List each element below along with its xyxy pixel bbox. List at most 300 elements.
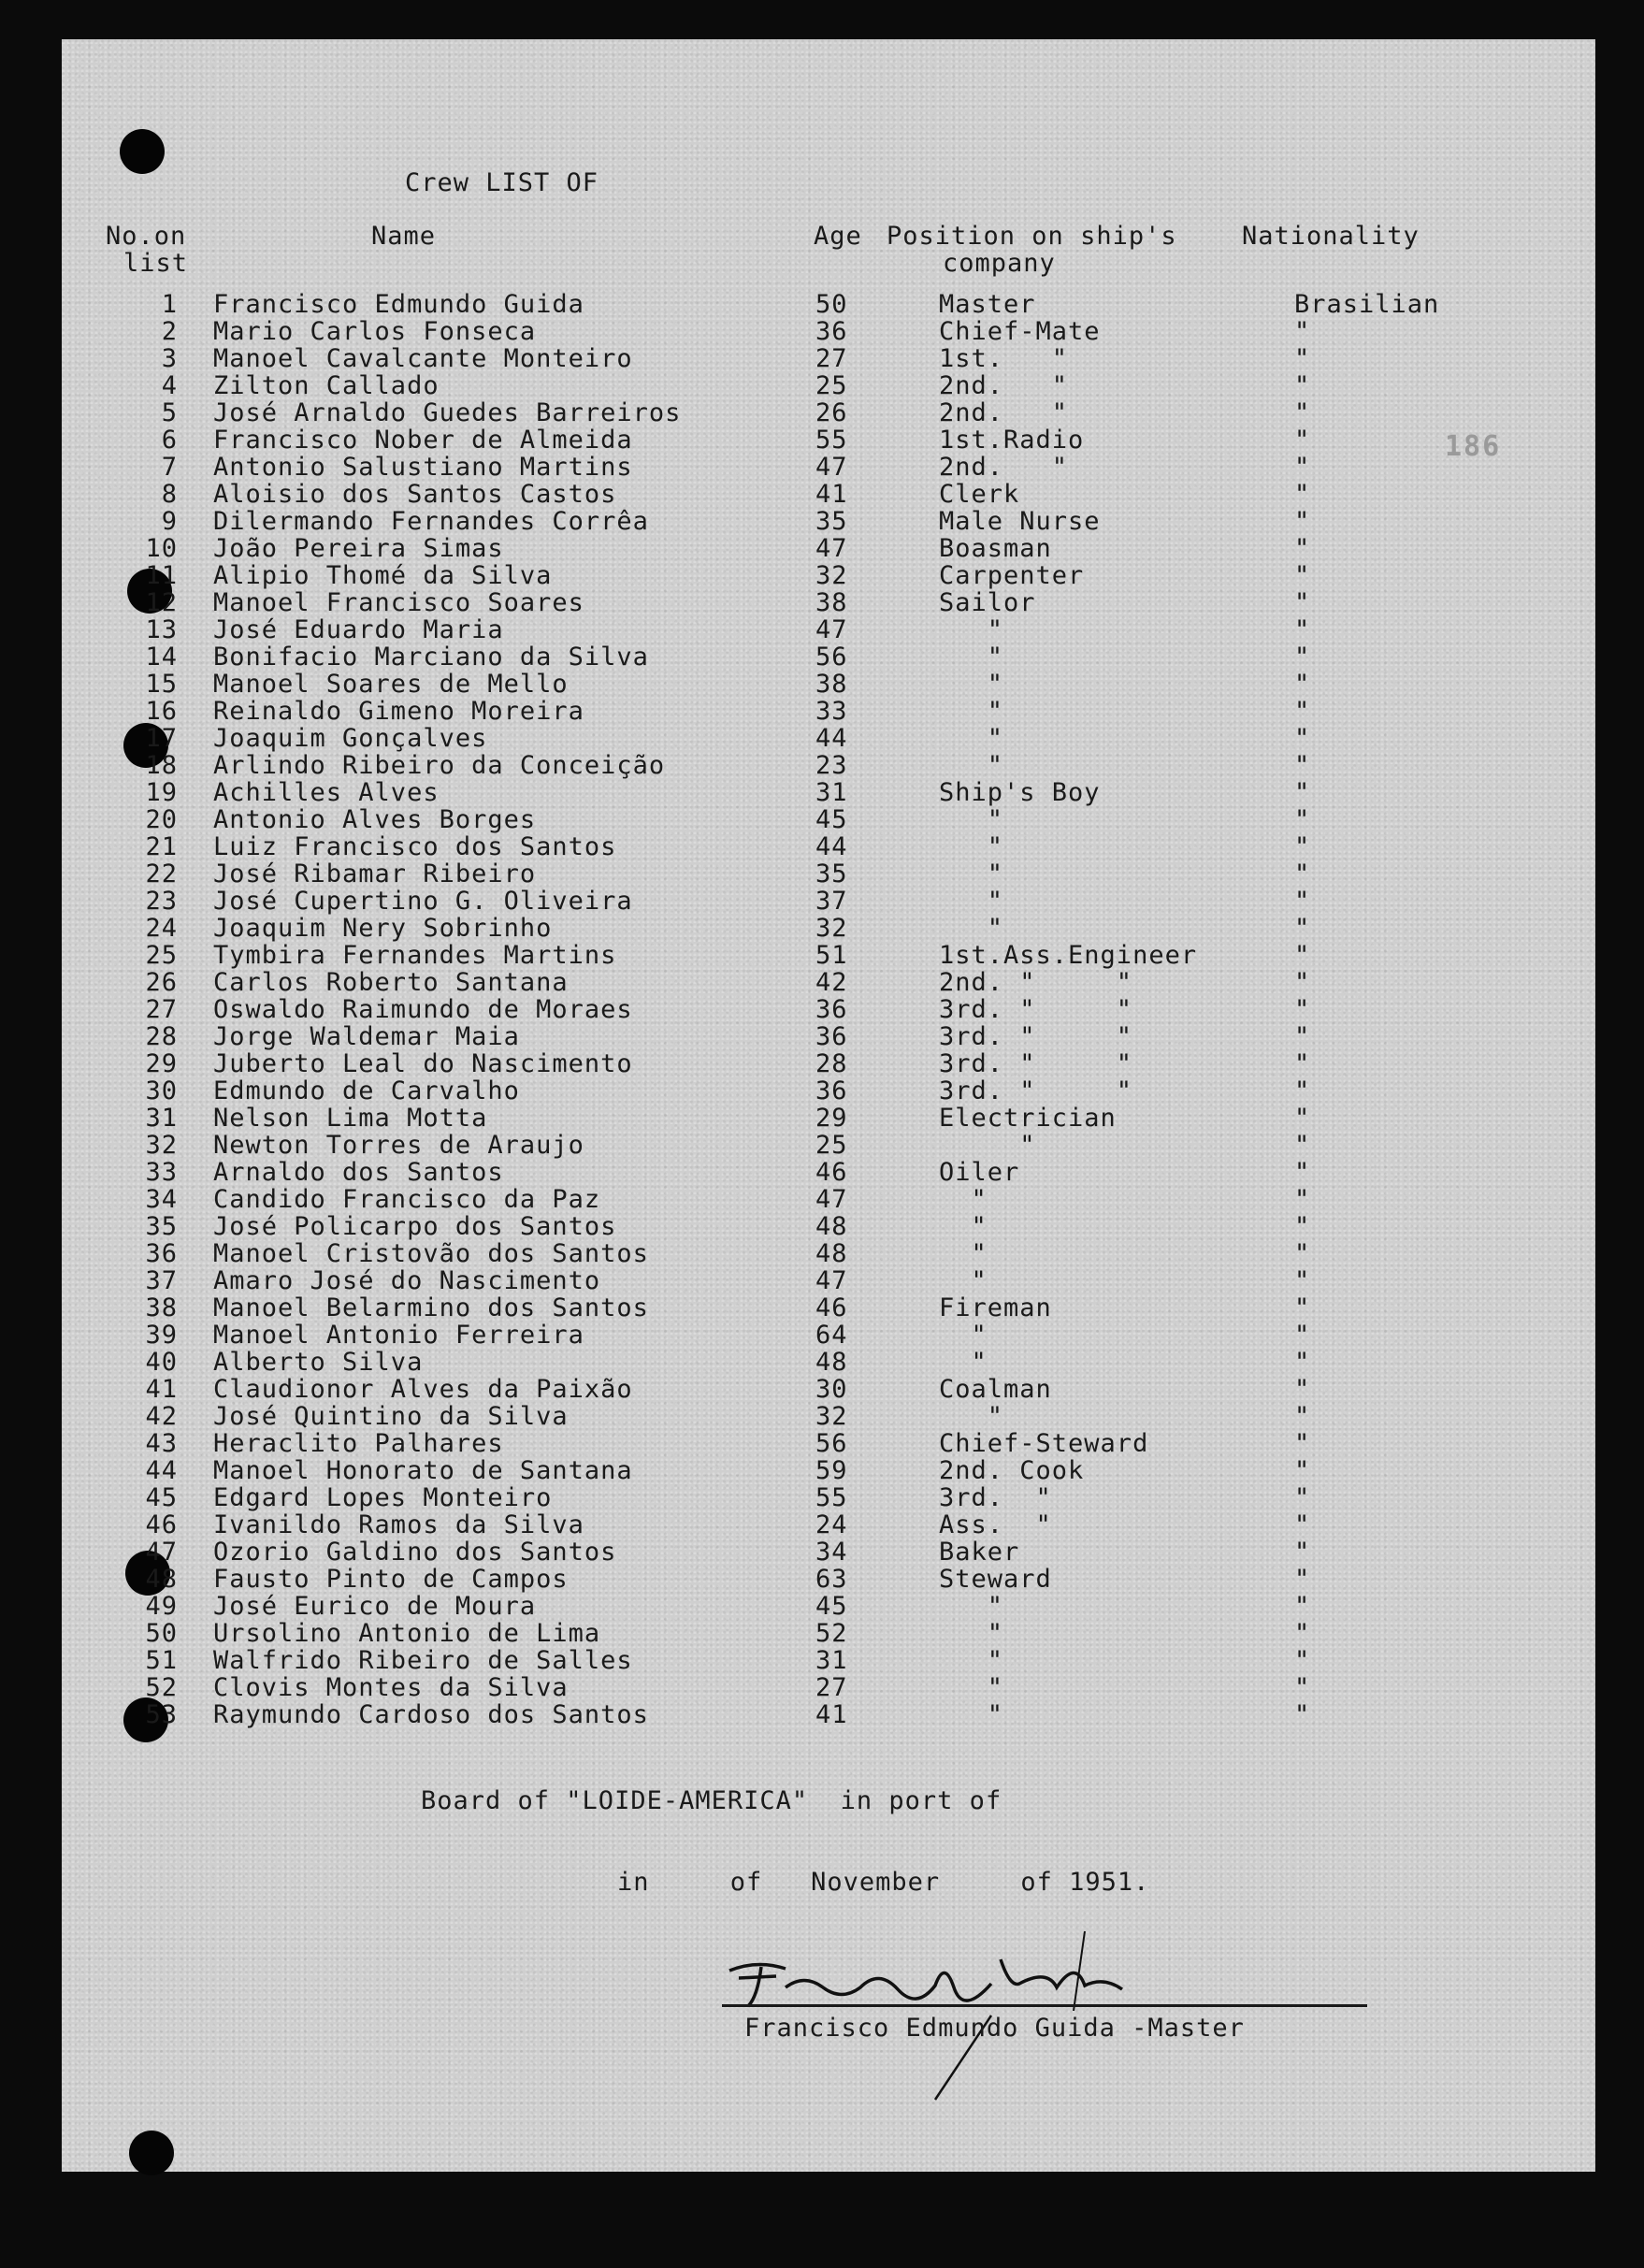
crew-number: 6 <box>161 426 178 455</box>
crew-age: 27 <box>815 344 848 373</box>
crew-age: 26 <box>815 398 848 427</box>
crew-position: 3rd. " " <box>939 995 1133 1024</box>
crew-row <box>0 1239 1644 1266</box>
crew-name: Oswaldo Raimundo de Moraes <box>213 995 633 1024</box>
crew-age: 63 <box>815 1565 848 1594</box>
crew-number: 47 <box>145 1538 178 1567</box>
crew-age: 36 <box>815 1076 848 1105</box>
crew-number: 51 <box>145 1646 178 1675</box>
crew-age: 31 <box>815 778 848 807</box>
crew-row <box>0 887 1644 914</box>
document-title: Crew LIST OF <box>405 168 599 197</box>
crew-number: 34 <box>145 1185 178 1214</box>
crew-position: " <box>939 1646 1004 1675</box>
crew-name: Manoel Cavalcante Monteiro <box>213 344 633 373</box>
crew-position: " <box>939 1402 1004 1431</box>
crew-age: 23 <box>815 751 848 780</box>
crew-name: Walfrido Ribeiro de Salles <box>213 1646 633 1675</box>
crew-age: 38 <box>815 670 848 699</box>
crew-nationality: " <box>1294 1321 1311 1350</box>
crew-name: Francisco Edmundo Guida <box>213 290 584 319</box>
crew-row <box>0 453 1644 480</box>
crew-number: 42 <box>145 1402 178 1431</box>
crew-position: 3rd. " <box>939 1483 1052 1512</box>
crew-row <box>0 1131 1644 1158</box>
crew-number: 37 <box>145 1266 178 1295</box>
crew-position: 2nd. " <box>939 453 1069 482</box>
crew-name: Antonio Salustiano Martins <box>213 453 633 482</box>
crew-name: José Quintino da Silva <box>213 1402 569 1431</box>
crew-age: 47 <box>815 453 848 482</box>
crew-row <box>0 860 1644 887</box>
crew-number: 25 <box>145 941 178 970</box>
crew-age: 30 <box>815 1375 848 1404</box>
crew-nationality: " <box>1294 697 1311 726</box>
crew-name: José Policarpo dos Santos <box>213 1212 617 1241</box>
crew-number: 43 <box>145 1429 178 1458</box>
crew-nationality: " <box>1294 1076 1311 1105</box>
crew-nationality: " <box>1294 1239 1311 1268</box>
crew-age: 47 <box>815 1266 848 1295</box>
crew-age: 55 <box>815 1483 848 1512</box>
crew-position: Master <box>939 290 1036 319</box>
crew-age: 34 <box>815 1538 848 1567</box>
crew-age: 35 <box>815 507 848 536</box>
crew-age: 44 <box>815 724 848 753</box>
crew-position: " <box>939 1266 988 1295</box>
crew-age: 25 <box>815 371 848 400</box>
crew-position: 2nd. " " <box>939 968 1133 997</box>
crew-age: 41 <box>815 1700 848 1729</box>
crew-row <box>0 1619 1644 1646</box>
crew-row <box>0 561 1644 588</box>
crew-age: 29 <box>815 1104 848 1133</box>
crew-nationality: " <box>1294 724 1311 753</box>
crew-age: 46 <box>815 1158 848 1187</box>
crew-age: 48 <box>815 1239 848 1268</box>
crew-number: 3 <box>161 344 178 373</box>
crew-nationality: " <box>1294 1212 1311 1241</box>
crew-number: 20 <box>145 805 178 834</box>
crew-name: Francisco Nober de Almeida <box>213 426 633 455</box>
crew-age: 47 <box>815 615 848 644</box>
crew-row <box>0 1158 1644 1185</box>
crew-age: 44 <box>815 832 848 861</box>
crew-name: Amaro José do Nascimento <box>213 1266 601 1295</box>
crew-row <box>0 1456 1644 1483</box>
crew-name: Dilermando Fernandes Corrêa <box>213 507 649 536</box>
crew-position: " <box>939 1348 988 1377</box>
crew-position: Boasman <box>939 534 1052 563</box>
crew-position: " <box>939 887 1004 916</box>
crew-nationality: " <box>1294 1049 1311 1078</box>
crew-number: 17 <box>145 724 178 753</box>
crew-nationality: " <box>1294 426 1311 455</box>
crew-number: 27 <box>145 995 178 1024</box>
header-no-line2: list <box>123 249 189 278</box>
crew-position: " <box>939 1592 1004 1621</box>
crew-row <box>0 1212 1644 1239</box>
crew-nationality: " <box>1294 588 1311 617</box>
crew-age: 31 <box>815 1646 848 1675</box>
crew-nationality: " <box>1294 1375 1311 1404</box>
crew-name: Juberto Leal do Nascimento <box>213 1049 633 1078</box>
crew-number: 15 <box>145 670 178 699</box>
crew-nationality: " <box>1294 561 1311 590</box>
crew-nationality: " <box>1294 643 1311 672</box>
crew-name: Ivanildo Ramos da Silva <box>213 1510 584 1539</box>
crew-age: 41 <box>815 480 848 509</box>
crew-number: 2 <box>161 317 178 346</box>
crew-number: 18 <box>145 751 178 780</box>
crew-number: 7 <box>161 453 178 482</box>
crew-nationality: " <box>1294 534 1311 563</box>
crew-name: Zilton Callado <box>213 371 440 400</box>
crew-row <box>0 1375 1644 1402</box>
crew-position: Baker <box>939 1538 1020 1567</box>
crew-nationality: " <box>1294 480 1311 509</box>
crew-nationality: " <box>1294 1565 1311 1594</box>
crew-position: " <box>939 1185 988 1214</box>
crew-age: 47 <box>815 534 848 563</box>
crew-name: Arnaldo dos Santos <box>213 1158 504 1187</box>
crew-name: Reinaldo Gimeno Moreira <box>213 697 584 726</box>
crew-age: 52 <box>815 1619 848 1648</box>
crew-nationality: " <box>1294 1646 1311 1675</box>
crew-position: " <box>939 670 1004 699</box>
crew-number: 39 <box>145 1321 178 1350</box>
crew-number: 33 <box>145 1158 178 1187</box>
date-line: in of November of 1951. <box>617 1868 1150 1897</box>
crew-number: 28 <box>145 1022 178 1051</box>
crew-nationality: " <box>1294 1293 1311 1322</box>
crew-position: " <box>939 643 1004 672</box>
crew-row <box>0 670 1644 697</box>
crew-age: 32 <box>815 561 848 590</box>
crew-position: 2nd. Cook <box>939 1456 1085 1485</box>
crew-age: 36 <box>815 995 848 1024</box>
crew-name: Newton Torres de Araujo <box>213 1131 584 1160</box>
crew-name: Edgard Lopes Monteiro <box>213 1483 553 1512</box>
crew-row <box>0 1104 1644 1131</box>
crew-age: 56 <box>815 1429 848 1458</box>
crew-age: 50 <box>815 290 848 319</box>
crew-row <box>0 1185 1644 1212</box>
header-nationality: Nationality <box>1242 222 1420 251</box>
crew-position: 3rd. " " <box>939 1049 1133 1078</box>
crew-nationality: " <box>1294 995 1311 1024</box>
crew-row <box>0 1592 1644 1619</box>
crew-age: 48 <box>815 1212 848 1241</box>
crew-nationality: " <box>1294 914 1311 943</box>
crew-nationality: " <box>1294 1456 1311 1485</box>
crew-name: José Ribamar Ribeiro <box>213 860 537 888</box>
crew-nationality: " <box>1294 1510 1311 1539</box>
crew-row <box>0 724 1644 751</box>
crew-name: Manoel Francisco Soares <box>213 588 584 617</box>
crew-row <box>0 1049 1644 1076</box>
crew-position: 2nd. " <box>939 398 1069 427</box>
crew-row <box>0 1293 1644 1321</box>
crew-nationality: " <box>1294 1673 1311 1702</box>
crew-position: " <box>939 724 1004 753</box>
crew-nationality: " <box>1294 1158 1311 1187</box>
crew-row <box>0 941 1644 968</box>
crew-age: 37 <box>815 887 848 916</box>
crew-name: Arlindo Ribeiro da Conceição <box>213 751 666 780</box>
crew-nationality: " <box>1294 1483 1311 1512</box>
crew-position: Oiler <box>939 1158 1020 1187</box>
crew-name: Manoel Cristovão dos Santos <box>213 1239 649 1268</box>
crew-number: 31 <box>145 1104 178 1133</box>
crew-number: 52 <box>145 1673 178 1702</box>
crew-number: 16 <box>145 697 178 726</box>
crew-nationality: " <box>1294 615 1311 644</box>
crew-row <box>0 317 1644 344</box>
crew-nationality: " <box>1294 1429 1311 1458</box>
crew-name: Raymundo Cardoso dos Santos <box>213 1700 649 1729</box>
crew-row <box>0 1673 1644 1700</box>
crew-row <box>0 1510 1644 1538</box>
crew-nationality: " <box>1294 371 1311 400</box>
crew-row <box>0 1700 1644 1727</box>
crew-position: Chief-Mate <box>939 317 1101 346</box>
crew-position: " <box>939 1673 1004 1702</box>
crew-name: Alipio Thomé da Silva <box>213 561 553 590</box>
crew-position: " <box>939 697 1004 726</box>
crew-name: José Eurico de Moura <box>213 1592 537 1621</box>
crew-number: 22 <box>145 860 178 888</box>
crew-number: 11 <box>145 561 178 590</box>
crew-name: Nelson Lima Motta <box>213 1104 488 1133</box>
page-number-stamp: 186 <box>1445 430 1502 463</box>
crew-number: 1 <box>161 290 178 319</box>
crew-age: 48 <box>815 1348 848 1377</box>
crew-row <box>0 371 1644 398</box>
crew-nationality: " <box>1294 778 1311 807</box>
crew-nationality: " <box>1294 453 1311 482</box>
crew-number: 23 <box>145 887 178 916</box>
crew-row <box>0 995 1644 1022</box>
crew-nationality: " <box>1294 860 1311 888</box>
crew-position: Coalman <box>939 1375 1052 1404</box>
crew-nationality: " <box>1294 1348 1311 1377</box>
signature-name: Francisco Edmundo Guida -Master <box>744 2014 1245 2043</box>
crew-age: 45 <box>815 805 848 834</box>
crew-position: Ship's Boy <box>939 778 1101 807</box>
crew-name: Manoel Antonio Ferreira <box>213 1321 584 1350</box>
crew-row <box>0 1402 1644 1429</box>
crew-row <box>0 1429 1644 1456</box>
header-position-line1: Position on ship's <box>887 222 1177 251</box>
crew-row <box>0 290 1644 317</box>
crew-row <box>0 778 1644 805</box>
crew-number: 32 <box>145 1131 178 1160</box>
crew-row <box>0 1538 1644 1565</box>
crew-name: Jorge Waldemar Maia <box>213 1022 520 1051</box>
crew-nationality: " <box>1294 751 1311 780</box>
crew-nationality: " <box>1294 805 1311 834</box>
crew-position: " <box>939 1619 1004 1648</box>
crew-name: Manoel Belarmino dos Santos <box>213 1293 649 1322</box>
crew-position: Male Nurse <box>939 507 1101 536</box>
crew-row <box>0 534 1644 561</box>
crew-row <box>0 615 1644 643</box>
crew-nationality: " <box>1294 670 1311 699</box>
crew-number: 49 <box>145 1592 178 1621</box>
crew-row <box>0 1483 1644 1510</box>
crew-position: Fireman <box>939 1293 1052 1322</box>
crew-age: 32 <box>815 1402 848 1431</box>
crew-row <box>0 398 1644 426</box>
crew-position: Sailor <box>939 588 1036 617</box>
crew-name: Edmundo de Carvalho <box>213 1076 520 1105</box>
crew-nationality: " <box>1294 1538 1311 1567</box>
crew-nationality: Brasilian <box>1294 290 1440 319</box>
crew-position: 3rd. " " <box>939 1076 1133 1105</box>
crew-number: 44 <box>145 1456 178 1485</box>
crew-nationality: " <box>1294 1266 1311 1295</box>
crew-name: Mario Carlos Fonseca <box>213 317 537 346</box>
crew-row <box>0 1348 1644 1375</box>
crew-number: 36 <box>145 1239 178 1268</box>
crew-row <box>0 1076 1644 1104</box>
crew-number: 24 <box>145 914 178 943</box>
crew-position: " <box>939 751 1004 780</box>
crew-nationality: " <box>1294 1700 1311 1729</box>
crew-row <box>0 1646 1644 1673</box>
crew-number: 26 <box>145 968 178 997</box>
crew-age: 36 <box>815 317 848 346</box>
crew-nationality: " <box>1294 507 1311 536</box>
crew-row <box>0 914 1644 941</box>
crew-number: 12 <box>145 588 178 617</box>
crew-nationality: " <box>1294 1185 1311 1214</box>
crew-row <box>0 751 1644 778</box>
crew-age: 36 <box>815 1022 848 1051</box>
crew-name: José Arnaldo Guedes Barreiros <box>213 398 682 427</box>
crew-number: 10 <box>145 534 178 563</box>
crew-name: José Cupertino G. Oliveira <box>213 887 633 916</box>
crew-row <box>0 426 1644 453</box>
crew-number: 19 <box>145 778 178 807</box>
crew-name: Alberto Silva <box>213 1348 424 1377</box>
crew-name: Bonifacio Marciano da Silva <box>213 643 649 672</box>
crew-nationality: " <box>1294 1619 1311 1648</box>
crew-age: 56 <box>815 643 848 672</box>
crew-age: 27 <box>815 1673 848 1702</box>
crew-age: 33 <box>815 697 848 726</box>
crew-position: Clerk <box>939 480 1020 509</box>
crew-row <box>0 480 1644 507</box>
crew-number: 5 <box>161 398 178 427</box>
crew-number: 13 <box>145 615 178 644</box>
crew-age: 25 <box>815 1131 848 1160</box>
crew-name: José Eduardo Maria <box>213 615 504 644</box>
punch-hole <box>129 2131 174 2175</box>
crew-number: 4 <box>161 371 178 400</box>
crew-name: Heraclito Palhares <box>213 1429 504 1458</box>
crew-position: Ass. " <box>939 1510 1052 1539</box>
crew-position: " <box>939 615 1004 644</box>
crew-nationality: " <box>1294 1402 1311 1431</box>
crew-nationality: " <box>1294 398 1311 427</box>
header-no-line1: No.on <box>106 222 187 251</box>
crew-position: " <box>939 832 1004 861</box>
crew-name: Ursolino Antonio de Lima <box>213 1619 601 1648</box>
crew-name: Joaquim Nery Sobrinho <box>213 914 553 943</box>
crew-row <box>0 344 1644 371</box>
crew-position: 3rd. " " <box>939 1022 1133 1051</box>
crew-nationality: " <box>1294 1131 1311 1160</box>
crew-number: 21 <box>145 832 178 861</box>
header-name: Name <box>371 222 437 251</box>
crew-position: 2nd. " <box>939 371 1069 400</box>
crew-nationality: " <box>1294 1022 1311 1051</box>
crew-row <box>0 1321 1644 1348</box>
crew-row <box>0 507 1644 534</box>
header-age: Age <box>814 222 862 251</box>
crew-nationality: " <box>1294 887 1311 916</box>
crew-position: " <box>939 860 1004 888</box>
crew-position: Electrician <box>939 1104 1117 1133</box>
crew-age: 24 <box>815 1510 848 1539</box>
crew-name: Antonio Alves Borges <box>213 805 537 834</box>
crew-row <box>0 588 1644 615</box>
crew-number: 8 <box>161 480 178 509</box>
crew-position: " <box>939 1239 988 1268</box>
crew-nationality: " <box>1294 832 1311 861</box>
crew-name: Luiz Francisco dos Santos <box>213 832 617 861</box>
crew-position: 1st.Radio <box>939 426 1085 455</box>
crew-number: 38 <box>145 1293 178 1322</box>
crew-name: Achilles Alves <box>213 778 440 807</box>
crew-nationality: " <box>1294 317 1311 346</box>
crew-number: 45 <box>145 1483 178 1512</box>
crew-position: " <box>939 1131 1036 1160</box>
crew-position: Chief-Steward <box>939 1429 1149 1458</box>
crew-name: Aloisio dos Santos Castos <box>213 480 617 509</box>
crew-position: Steward <box>939 1565 1052 1594</box>
crew-row <box>0 832 1644 860</box>
crew-number: 35 <box>145 1212 178 1241</box>
crew-row <box>0 1266 1644 1293</box>
crew-position: 1st. " <box>939 344 1069 373</box>
crew-number: 46 <box>145 1510 178 1539</box>
crew-row <box>0 1565 1644 1592</box>
crew-number: 30 <box>145 1076 178 1105</box>
crew-number: 40 <box>145 1348 178 1377</box>
crew-number: 14 <box>145 643 178 672</box>
crew-position: " <box>939 1700 1004 1729</box>
crew-name: Tymbira Fernandes Martins <box>213 941 617 970</box>
crew-name: Joaquim Gonçalves <box>213 724 488 753</box>
crew-row <box>0 643 1644 670</box>
crew-row <box>0 697 1644 724</box>
crew-name: Manoel Honorato de Santana <box>213 1456 633 1485</box>
crew-number: 41 <box>145 1375 178 1404</box>
crew-name: Carlos Roberto Santana <box>213 968 569 997</box>
crew-position: 1st.Ass.Engineer <box>939 941 1198 970</box>
crew-name: Ozorio Galdino dos Santos <box>213 1538 617 1567</box>
crew-nationality: " <box>1294 344 1311 373</box>
crew-number: 29 <box>145 1049 178 1078</box>
crew-age: 38 <box>815 588 848 617</box>
punch-hole <box>120 129 165 174</box>
crew-number: 53 <box>145 1700 178 1729</box>
crew-nationality: " <box>1294 941 1311 970</box>
crew-name: Clovis Montes da Silva <box>213 1673 569 1702</box>
